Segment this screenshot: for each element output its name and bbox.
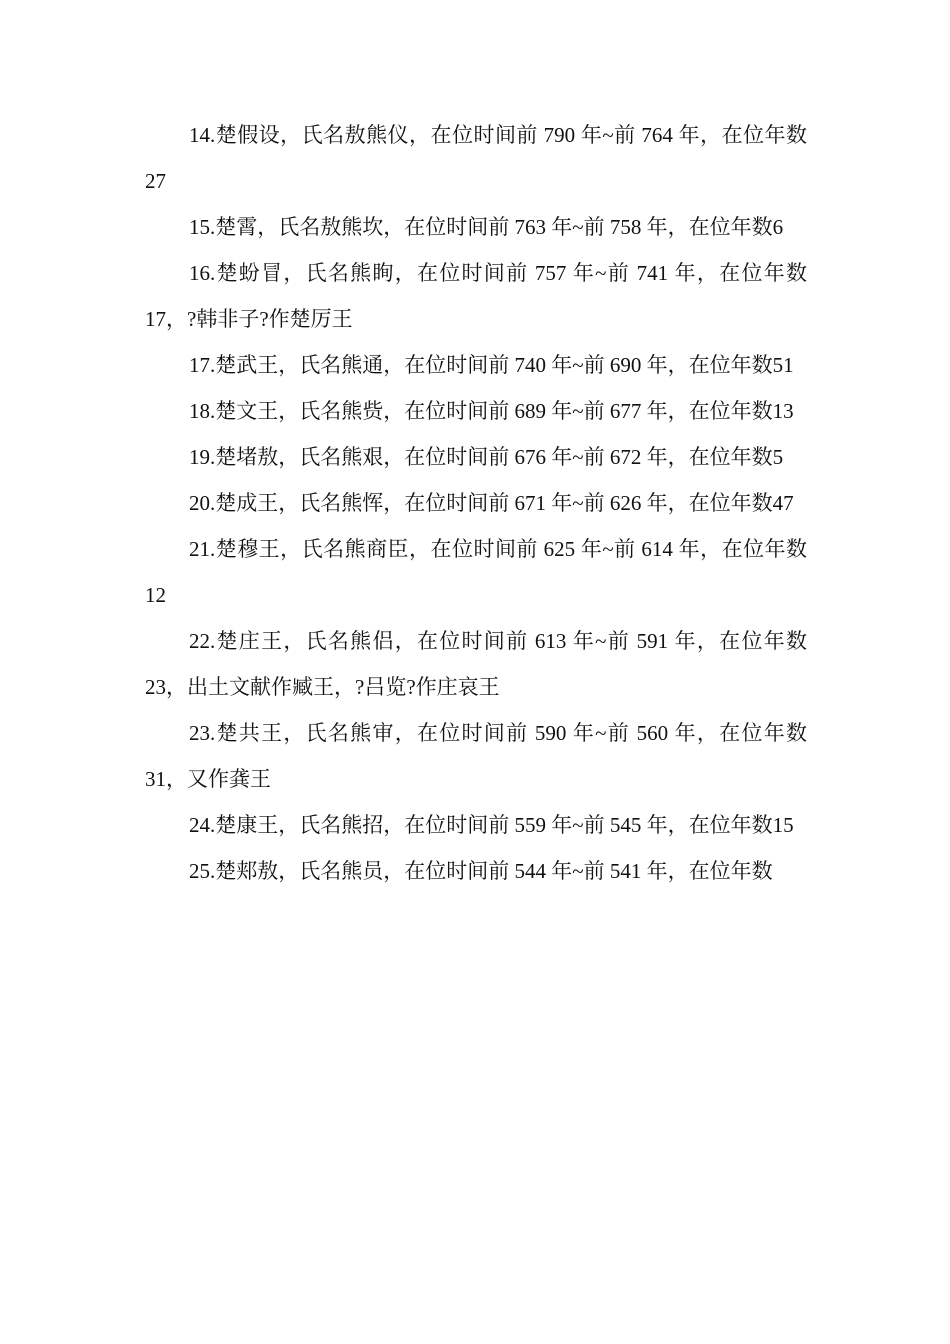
entry-line2: 51 <box>772 353 794 377</box>
entry-line2: 47 <box>772 491 794 515</box>
entry-line1: 14.楚假设，氏名敖熊仪，在位时间前 790 年~前 764 年，在位年 <box>189 123 786 147</box>
entry-14 <box>145 112 807 204</box>
entry-line1: 24.楚康王，氏名熊招，在位时间前 559 年~前 545 年，在位年数 <box>189 813 773 837</box>
entry-line1: 15.楚霄，氏名敖熊坎，在位时间前 763 年~前 758 年，在位年数 <box>189 215 773 239</box>
entry-line1: 19.楚堵敖，氏名熊艰，在位时间前 676 年~前 672 年，在位年数 <box>189 445 773 469</box>
document-body <box>145 112 807 894</box>
entry-line2: 23，出土文献作臧王，?吕览?作庄哀王 <box>145 675 500 699</box>
entry-18 <box>145 388 807 434</box>
entry-17 <box>145 342 807 388</box>
entry-21 <box>145 526 807 618</box>
entry-line2: 6 <box>772 215 784 239</box>
entry-line2: 17，?韩非子?作楚厉王 <box>145 307 353 331</box>
entry-20 <box>145 480 807 526</box>
entry-line2: 13 <box>772 399 794 423</box>
entry-line2: 31，又作龚王 <box>145 767 271 791</box>
entry-line2: 数 27 <box>145 123 807 193</box>
entry-line2: 15 <box>772 813 794 837</box>
entry-22 <box>145 618 807 710</box>
entry-15 <box>145 204 807 250</box>
entry-25 <box>145 848 807 894</box>
entry-line1: 20.楚成王，氏名熊恽，在位时间前 671 年~前 626 年，在位年数 <box>189 491 773 515</box>
entry-line1: 16.楚蚡冒，氏名熊眴，在位时间前 757 年~前 741 年，在位年数 <box>189 261 807 285</box>
entry-19 <box>145 434 807 480</box>
entry-line1: 22.楚庄王，氏名熊侣，在位时间前 613 年~前 591 年，在位年数 <box>189 629 807 653</box>
entry-line1: 21.楚穆王，氏名熊商臣，在位时间前 625 年~前 614 年，在位年 <box>189 537 786 561</box>
entry-line2: 数 12 <box>145 537 807 607</box>
entry-line1: 18.楚文王，氏名熊赀，在位时间前 689 年~前 677 年，在位年数 <box>189 399 773 423</box>
entry-16 <box>145 250 807 342</box>
entry-23 <box>145 710 807 802</box>
entry-line1: 25.楚郏敖，氏名熊员，在位时间前 544 年~前 541 年，在位年数 <box>189 859 773 883</box>
entry-line2: 5 <box>772 445 784 469</box>
entry-24 <box>145 802 807 848</box>
entry-line1: 17.楚武王，氏名熊通，在位时间前 740 年~前 690 年，在位年数 <box>189 353 773 377</box>
entry-line1: 23.楚共王，氏名熊审，在位时间前 590 年~前 560 年，在位年数 <box>189 721 807 745</box>
